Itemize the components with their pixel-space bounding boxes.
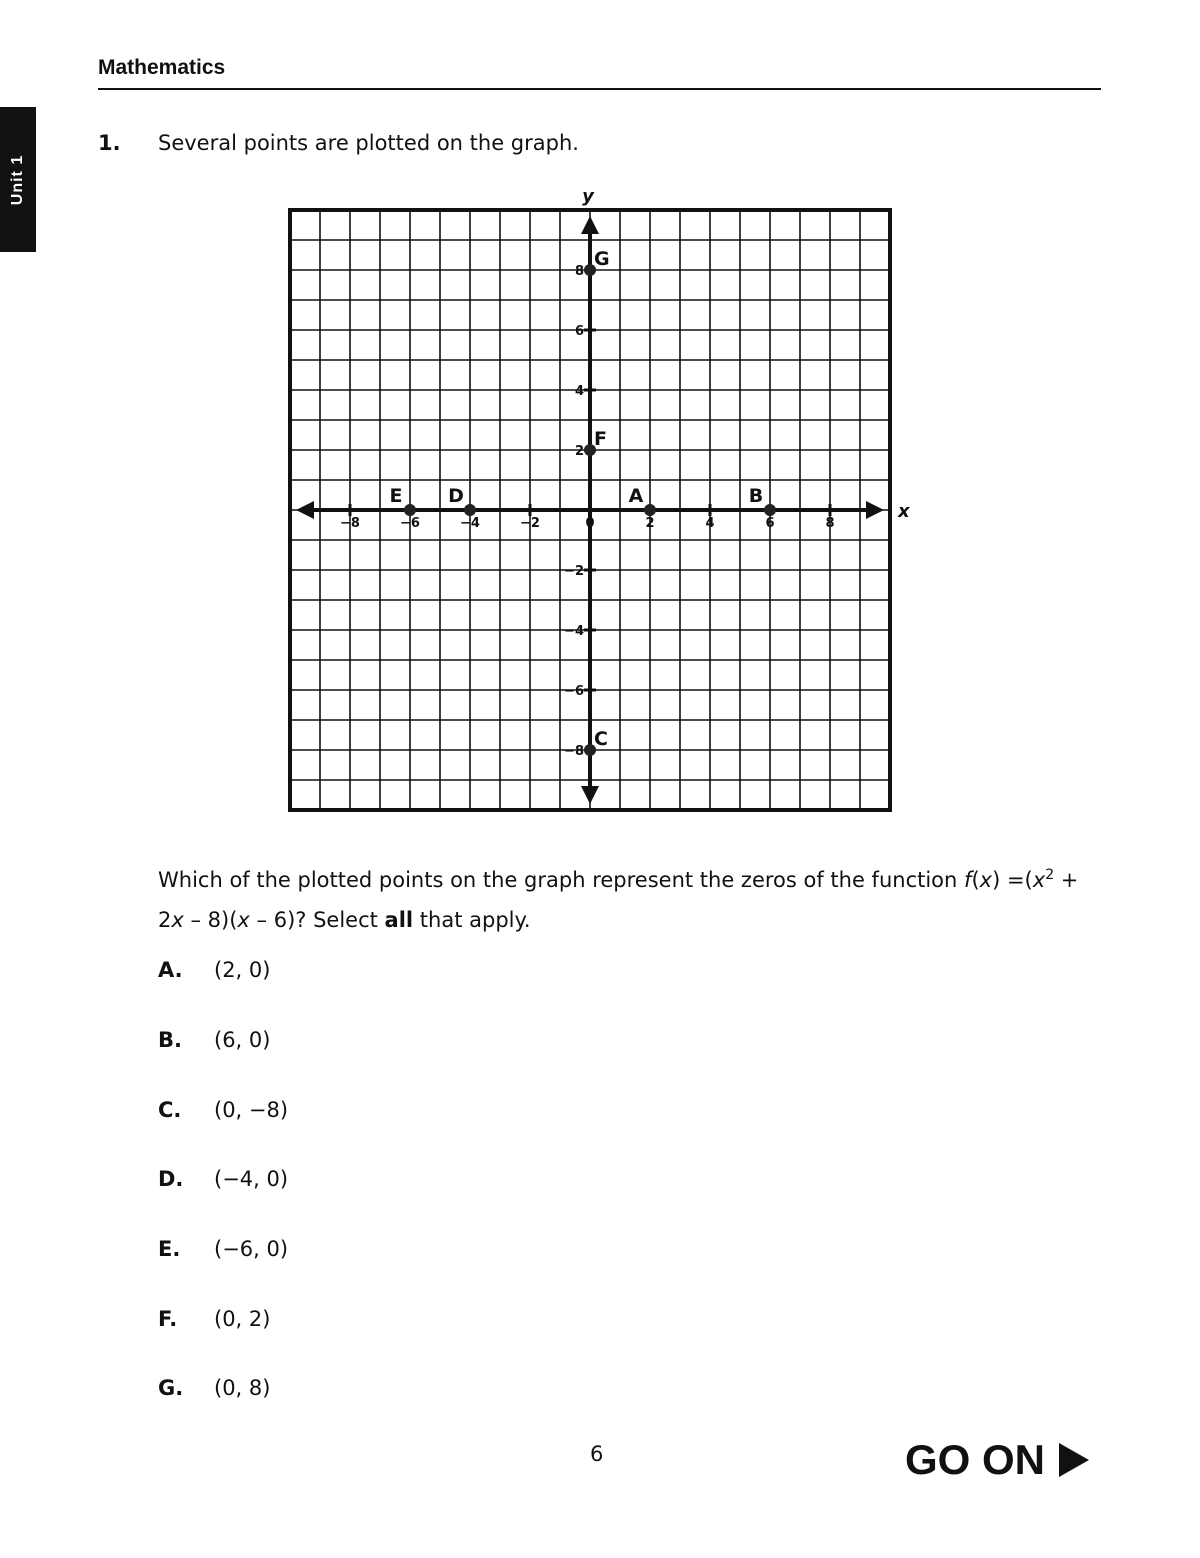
y-axis-bottom-arrow [581, 786, 599, 804]
x-tick-label: 0 [585, 516, 595, 531]
y-axis-top-arrow [581, 216, 599, 234]
y-tick-label: −8 [564, 744, 584, 759]
data-point-b [764, 504, 776, 516]
x-tick-label: −8 [340, 516, 360, 531]
data-point-label-b: B [748, 485, 764, 507]
y-tick-label: 6 [574, 324, 584, 339]
data-point-e [404, 504, 416, 516]
x-axis-left-arrow [296, 501, 314, 519]
y-tick-label: −2 [564, 564, 584, 579]
question-number: 1. [98, 131, 121, 155]
x-tick-label: 2 [645, 516, 655, 531]
data-point-label-e: E [389, 485, 403, 507]
x-tick-label: 6 [765, 516, 775, 531]
choice-g[interactable]: G. (0, 8) [158, 1376, 271, 1400]
data-point-label-d: D [448, 485, 464, 507]
choice-b[interactable]: B. (6, 0) [158, 1028, 271, 1052]
x-axis-right-arrow [866, 501, 884, 519]
subject-header: Mathematics [98, 56, 1101, 90]
y-tick-label: 4 [574, 384, 584, 399]
choice-c[interactable]: C. (0, −8) [158, 1098, 289, 1122]
y-tick-label: −6 [564, 684, 584, 699]
x-tick-label: −4 [460, 516, 480, 531]
question-intro: Several points are plotted on the graph. [158, 131, 579, 155]
y-tick-label: −4 [564, 624, 584, 639]
data-point-label-a: A [628, 485, 644, 507]
choice-a[interactable]: A. (2, 0) [158, 958, 271, 982]
x-tick-label: −6 [400, 516, 420, 531]
data-point-label-c: C [594, 728, 608, 750]
x-tick-label: 8 [825, 516, 835, 531]
y-tick-label: 2 [574, 444, 584, 459]
unit-tab-label: Unit 1 [9, 154, 26, 205]
y-axis-label: y [582, 186, 594, 207]
data-point-label-f: F [594, 428, 607, 450]
choice-e[interactable]: E. (−6, 0) [158, 1237, 289, 1261]
coordinate-graph [270, 183, 920, 823]
y-tick-label: 8 [574, 264, 584, 279]
arrow-right-icon [1059, 1443, 1089, 1477]
data-point-a [644, 504, 656, 516]
go-on-label: GO ON [905, 1436, 1046, 1483]
data-point-label-g: G [594, 248, 610, 270]
x-tick-label: 4 [705, 516, 715, 531]
go-on-button[interactable] [905, 1436, 1089, 1484]
choice-f[interactable]: F. (0, 2) [158, 1307, 271, 1331]
data-point-d [464, 504, 476, 516]
x-axis-label: x [898, 501, 910, 522]
unit-tab [0, 107, 36, 252]
question-prompt: Which of the plotted points on the graph represent the zeros of the function $f(x) =(x^2 + 2x - 8)(x - 6)$? Select all that apply. [158, 867, 1079, 932]
choice-d[interactable]: D. (−4, 0) [158, 1167, 289, 1191]
x-tick-label: −2 [520, 516, 540, 531]
page-number: 6 [590, 1442, 604, 1466]
